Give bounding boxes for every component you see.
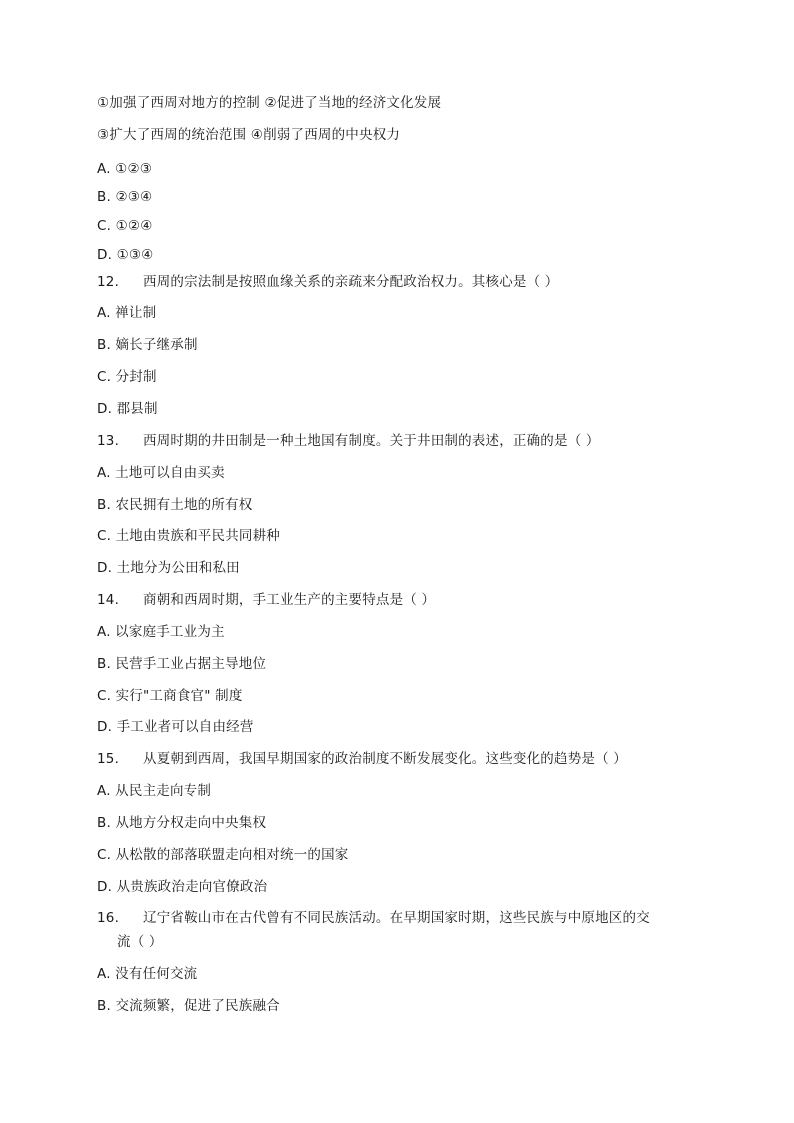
q14-option-c: C. 实行"工商食官" 制度 [97,688,243,704]
q13-option-b: B. 农民拥有土地的所有权 [97,497,253,513]
q12-option-b: B. 嫡长子继承制 [97,337,198,353]
question-number: 14. [97,592,120,608]
statement-line-2: ③扩大了西周的统治范围 ④削弱了西周的中央权力 [97,127,401,143]
q15-option-c: C. 从松散的部落联盟走向相对统一的国家 [97,847,349,863]
question-text: 西周的宗法制是按照血缘关系的亲疏来分配政治权力。其核心是（ ） [143,274,559,290]
q12-option-c: C. 分封制 [97,369,157,385]
question-16 [97,909,650,927]
q11-option-a: A. ①②③ [97,161,153,177]
q14-option-b: B. 民营手工业占据主导地位 [97,656,267,672]
q14-option-a: A. 以家庭手工业为主 [97,624,225,640]
question-13 [97,432,600,450]
question-text: 辽宁省鞍山市在古代曾有不同民族活动。在早期国家时期，这些民族与中原地区的交 [143,910,650,926]
question-12 [97,273,559,291]
question-text: 从夏朝到西周，我国早期国家的政治制度不断发展变化。这些变化的趋势是（ ） [143,751,627,767]
question-number: 12. [97,274,120,290]
question-text: 商朝和西周时期，手工业生产的主要特点是（ ） [143,592,436,608]
question-15 [97,750,627,768]
q15-option-b: B. 从地方分权走向中央集权 [97,815,267,831]
q11-option-b: B. ②③④ [97,189,153,205]
question-number: 16. [97,910,120,926]
q13-option-a: A. 土地可以自由买卖 [97,465,225,481]
q16-option-b: B. 交流频繁，促进了民族融合 [97,998,280,1014]
q13-option-d: D. 土地分为公田和私田 [97,560,240,576]
question-14 [97,591,435,609]
question-16-continuation: 流（ ） [117,934,163,950]
q12-option-a: A. 禅让制 [97,305,157,321]
question-text: 西周时期的井田制是一种土地国有制度。关于井田制的表述，正确的是（ ） [143,433,600,449]
q13-option-c: C. 土地由贵族和平民共同耕种 [97,528,281,544]
q11-option-c: C. ①②④ [97,218,153,234]
statement-line-1: ①加强了西周对地方的控制 ②促进了当地的经济文化发展 [97,95,442,111]
q12-option-d: D. 郡县制 [97,401,158,417]
q14-option-d: D. 手工业者可以自由经营 [97,719,254,735]
q16-option-a: A. 没有任何交流 [97,966,198,982]
q15-option-a: A. 从民主走向专制 [97,783,212,799]
question-number: 15. [97,751,120,767]
q11-option-d: D. ①③④ [97,247,154,263]
question-number: 13. [97,433,120,449]
q15-option-d: D. 从贵族政治走向官僚政治 [97,879,268,895]
